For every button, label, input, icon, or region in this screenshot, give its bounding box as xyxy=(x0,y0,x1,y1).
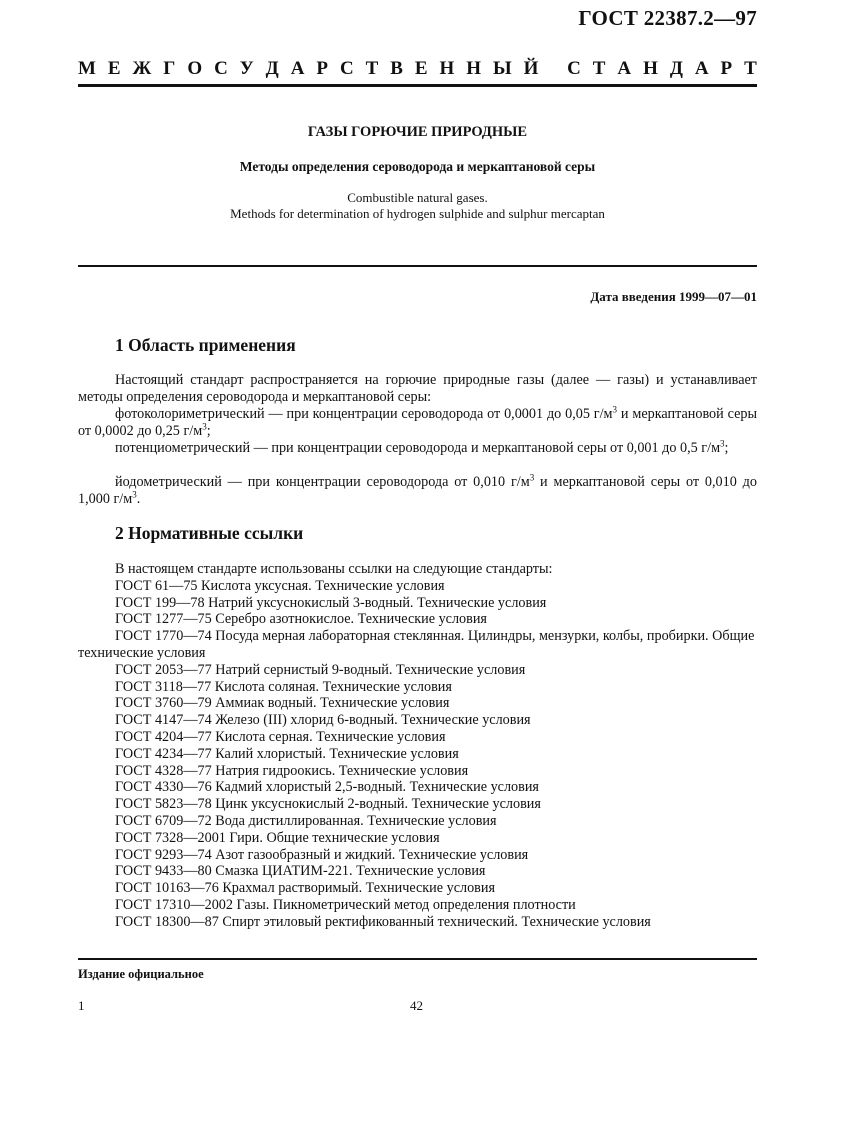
list-item: ГОСТ 3118—77 Кислота соляная. Технические условия xyxy=(115,678,452,695)
english-title-line: Combustible natural gases. xyxy=(347,190,488,205)
page-number-center: 42 xyxy=(410,998,423,1013)
list-item: ГОСТ 9433—80 Смазка ЦИАТИМ-221. Технические условия xyxy=(115,863,486,880)
superscript: 3 xyxy=(529,472,535,483)
banner-letter: С xyxy=(214,58,228,79)
banner-letter: Ж xyxy=(132,58,152,79)
section-2-heading: 2 Нормативные ссылки xyxy=(115,523,304,543)
banner-letter: Й xyxy=(523,58,539,79)
banner-letter: Н xyxy=(466,58,482,79)
section-1-heading: 1 Область применения xyxy=(115,335,296,355)
official-edition-note: Издание официальное xyxy=(78,967,204,981)
english-title-line: Methods for determination of hydrogen sulphide and sulphur mercaptan xyxy=(230,206,605,221)
list-item: ГОСТ 4328—77 Натрия гидроокись. Технические условия xyxy=(115,762,469,779)
standard-number: ГОСТ 22387.2—97 xyxy=(578,6,757,30)
banner-letter: Е xyxy=(414,58,428,79)
document-title: ГАЗЫ ГОРЮЧИЕ ПРИРОДНЫЕ xyxy=(307,124,528,140)
banner-letter: Т xyxy=(365,58,379,79)
list-item: ГОСТ 61—75 Кислота уксусная. Технические условия xyxy=(115,577,445,594)
banner-letter: Р xyxy=(316,58,328,79)
method-iodometric xyxy=(78,474,757,508)
list-item: ГОСТ 6709—72 Вода дистиллированная. Технические условия xyxy=(115,812,497,829)
banner-letter: Т xyxy=(592,58,606,79)
banner-letter: В xyxy=(390,58,403,79)
page-number-left: 1 xyxy=(78,998,85,1013)
top-rule xyxy=(78,84,757,87)
banner-letter: М xyxy=(78,58,96,79)
list-item: ГОСТ 17310—2002 Газы. Пикнометрический метод определения плотности xyxy=(115,896,576,913)
banner-letter: Т xyxy=(744,58,757,79)
list-item: ГОСТ 4330—76 Кадмий хлористый 2,5-водный. Технические условия xyxy=(115,779,539,796)
document-subtitle: Методы определения сероводорода и меркаптановой серы xyxy=(239,159,596,174)
banner-letter: Н xyxy=(643,58,658,79)
superscript: 3 xyxy=(132,489,137,500)
banner-letter: С xyxy=(339,58,354,79)
interstate-standard-banner xyxy=(78,58,757,80)
list-item: ГОСТ 1770—74 Посуда мерная лабораторная стеклянная. Цилиндры, мензурки, колбы, пробирки. Общие технические условия xyxy=(78,628,755,661)
superscript: 3 xyxy=(202,421,207,432)
list-item: ГОСТ 9293—74 Азот газообразный и жидкий. Технические условия xyxy=(115,846,529,863)
banner-letter: Г xyxy=(163,58,176,79)
list-item: ГОСТ 7328—2001 Гири. Общие технические условия xyxy=(115,829,440,846)
method-text: фотоколориметрический — при концентрации сероводорода от 0,0001 до 0,05 г/м xyxy=(115,406,613,422)
method-photocolorimetric xyxy=(78,406,757,440)
footer-rule xyxy=(78,958,757,960)
normative-references-list xyxy=(78,561,757,931)
list-item: ГОСТ 3760—79 Аммиак водный. Технические условия xyxy=(115,695,450,712)
banner-gap xyxy=(550,58,555,80)
list-item: ГОСТ 5823—78 Цинк уксуснокислый 2-водный. Технические условия xyxy=(115,796,541,813)
scope-paragraph: Настоящий стандарт распространяется на горючие природные газы (далее — газы) и устанавливает методы определения сероводорода и меркаптановой серы: xyxy=(78,372,757,405)
banner-letter: О xyxy=(187,58,203,79)
banner-letter: Н xyxy=(439,58,455,79)
list-item: ГОСТ 4234—77 Калий хлористый. Технические условия xyxy=(115,745,459,762)
english-title xyxy=(78,190,757,222)
banner-letter: У xyxy=(239,58,254,79)
banner-letter: Ы xyxy=(493,58,512,79)
banner-letter: А xyxy=(290,58,305,79)
list-item: ГОСТ 1277—75 Серебро азотнокислое. Технические условия xyxy=(115,611,487,628)
method-text: ; xyxy=(724,440,729,456)
superscript: 3 xyxy=(720,438,725,449)
list-item: ГОСТ 10163—76 Крахмал растворимый. Технические условия xyxy=(115,880,495,897)
method-potentiometric xyxy=(78,440,757,457)
list-item: ГОСТ 4147—74 Железо (III) хлорид 6-водный. Технические условия xyxy=(115,712,531,729)
superscript: 3 xyxy=(612,404,618,415)
method-text: и меркаптановой серы от 0,010 до 1,000 г/м xyxy=(78,474,757,507)
banner-letter: А xyxy=(617,58,632,79)
banner-letter: Е xyxy=(107,58,121,79)
introduction-date: Дата введения 1999—07—01 xyxy=(590,289,757,304)
banner-letter: А xyxy=(694,58,709,79)
banner-letter: Р xyxy=(720,58,733,79)
banner-letter: С xyxy=(567,58,581,79)
method-text: и меркаптановой серы от 0,0002 до 0,25 г/м xyxy=(78,406,757,439)
banner-letter: Д xyxy=(669,58,683,79)
method-text: йодометрический — при концентрации сероводорода от 0,010 г/м xyxy=(115,474,530,490)
list-item: ГОСТ 199—78 Натрий уксуснокислый 3-водный. Технические условия xyxy=(115,594,547,611)
method-text: потенциометрический — при концентрации сероводорода и меркаптановой серы от 0,001 до 0,5 г/м xyxy=(115,440,721,456)
list-item: ГОСТ 18300—87 Спирт этиловый ректификованный технический. Технические условия xyxy=(115,913,651,930)
banner-letter: Д xyxy=(265,58,279,79)
method-text: . xyxy=(136,491,141,507)
method-text: ; xyxy=(206,423,211,439)
list-item: ГОСТ 4204—77 Кислота серная. Технические условия xyxy=(115,728,446,745)
references-intro: В настоящем стандарте использованы ссылки на следующие стандарты: xyxy=(115,561,553,577)
title-rule xyxy=(78,265,757,267)
list-item: ГОСТ 2053—77 Натрий сернистый 9-водный. Технические условия xyxy=(115,661,526,678)
